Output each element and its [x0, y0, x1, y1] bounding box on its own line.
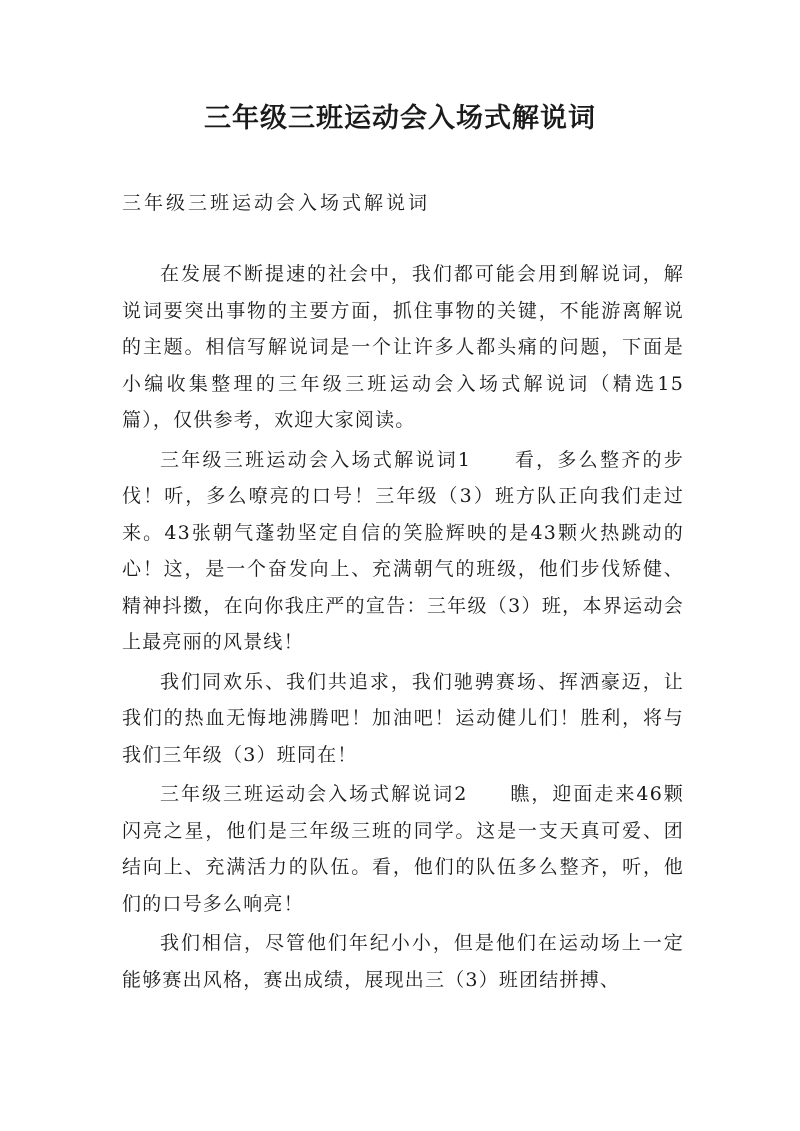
- document-title: 三年级三班运动会入场式解说词: [204, 103, 596, 134]
- document-body: [122, 256, 684, 1001]
- paragraph-speech-1: 三年级三班运动会入场式解说词1 看，多么整齐的步伐！听，多么嘹亮的口号！三年级（3）班方队正向我们走过来。43张朝气蓬勃坚定自信的笑脸辉映的是43颗火热跳动的心！这，是一个奋发向上、充满朝气的班级，他们步伐矫健、精神抖擞，在向你我庄严的宣告：三年级（3）班，本界运动会上最亮丽的风景线！: [122, 448, 684, 653]
- document-subtitle: 三年级三班运动会入场式解说词: [122, 192, 431, 214]
- paragraph-intro: 在发展不断提速的社会中，我们都可能会用到解说词，解说词要突出事物的主要方面，抓住事物的关键，不能游离解说的主题。相信写解说词是一个让许多人都头痛的问题，下面是小编收集整理的三年级三班运动会入场式解说词（精选15篇），仅供参考，欢迎大家阅读。: [122, 263, 684, 431]
- paragraph-speech-2: 三年级三班运动会入场式解说词2 瞧，迎面走来46颗闪亮之星，他们是三年级三班的同学。这是一支天真可爱、团结向上、充满活力的队伍。看，他们的队伍多么整齐，听，他们的口号多么响亮！: [122, 783, 684, 915]
- paragraph-speech-1-cont: 我们同欢乐、我们共追求，我们驰骋赛场、挥洒豪迈，让我们的热血无悔地沸腾吧！加油吧！运动健儿们！胜利，将与我们三年级（3）班同在！: [122, 670, 684, 766]
- paragraph-speech-2-cont: 我们相信，尽管他们年纪小小，但是他们在运动场上一定能够赛出风格，赛出成绩，展现出三（3）班团结拼搏、: [122, 932, 684, 991]
